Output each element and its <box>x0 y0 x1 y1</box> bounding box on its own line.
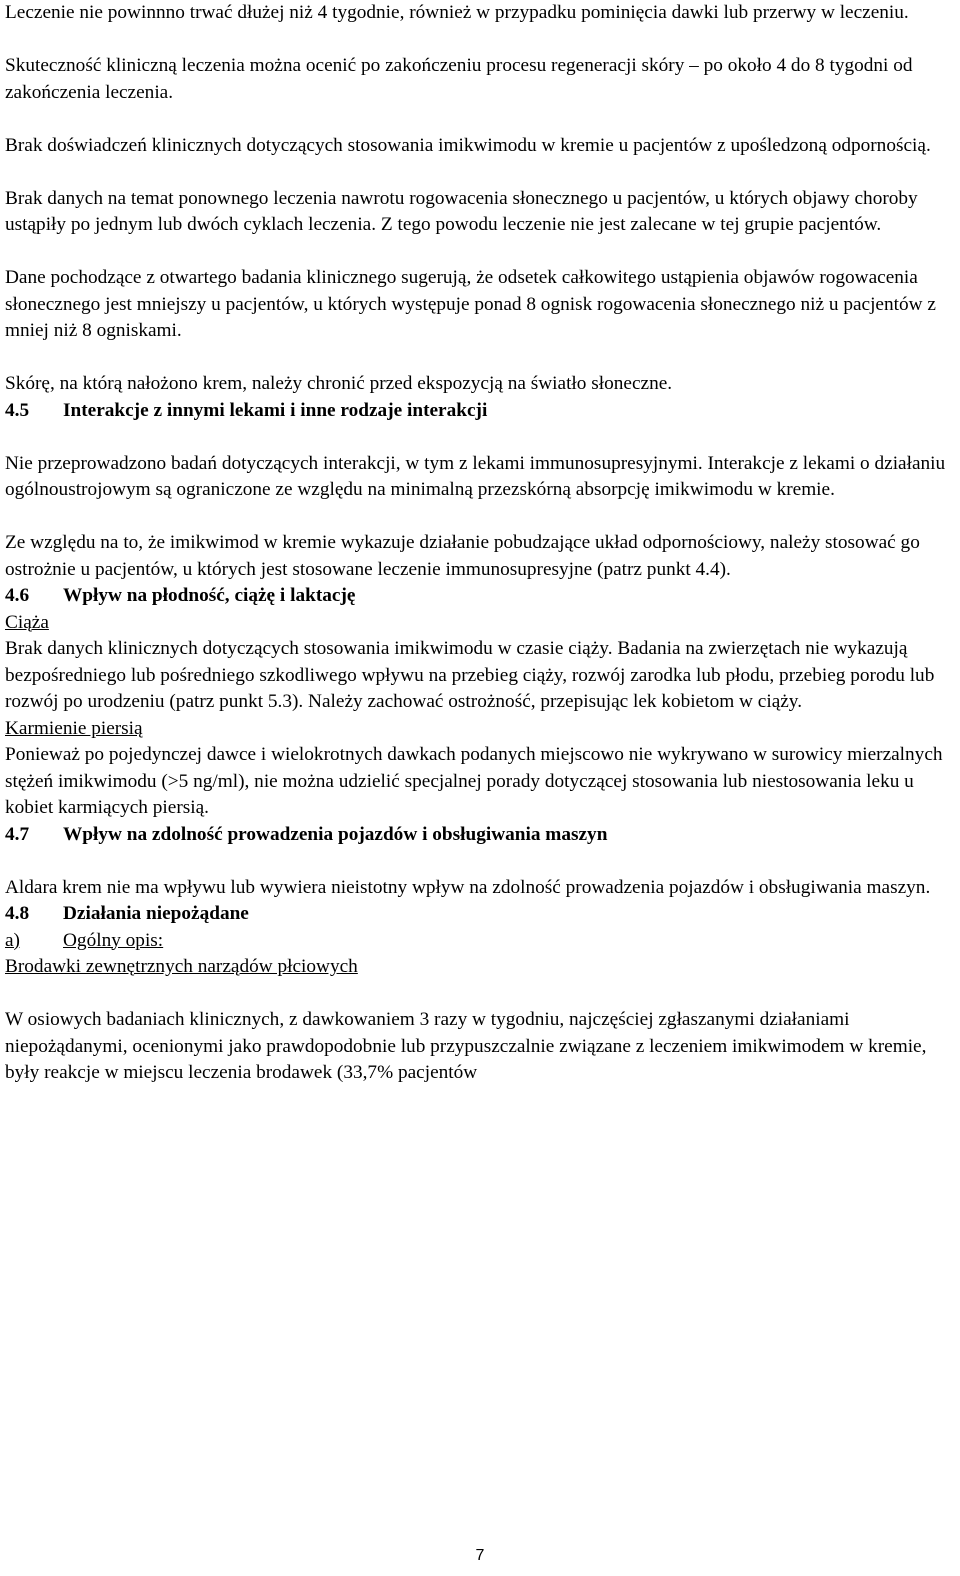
section-number: 4.7 <box>5 823 30 845</box>
paragraph-interactions-2: Ze względu na to, że imikwimod w kremie wykazuje działanie pobudzające układ odpornościowy, należy stosować go ostrożnie u pacjentów, u których jest stosowane leczenie immunosupresyjne (patrz punkt 4.4). <box>5 532 920 580</box>
section-title: Interakcje z innymi lekami i inne rodzaje interakcji <box>63 399 488 421</box>
paragraph-clinical-efficacy: Skuteczność kliniczną leczenia można ocenić po zakończeniu procesu regeneracji skóry – po około 4 do 8 tygodni od zakończenia leczenia. <box>5 55 913 103</box>
paragraph-treatment-duration: Leczenie nie powinnno trwać dłużej niż 4 tygodnie, również w przypadku pominięcia dawki lub przerwy w leczeniu. <box>5 2 909 23</box>
section-heading-4-8 <box>5 901 955 928</box>
paragraph-breastfeeding: Ponieważ po pojedynczej dawce i wielokrotnych dawkach podanych miejscowo nie wykrywano w surowicy mierzalnych stężeń imikwimodu (>5 ng/ml), nie można udzielić specjalnej porady dotyczącej stosowania lub niestosowania leku u kobiet karmiących piersią. <box>5 744 943 818</box>
subheading-letter: a) <box>5 929 20 951</box>
section-title: Wpływ na zdolność prowadzenia pojazdów i obsługiwania maszyn <box>63 823 608 845</box>
paragraph-sun-protection: Skórę, na którą nałożono krem, należy chronić przed ekspozycją na światło słoneczne. <box>5 373 673 394</box>
section-title: Wpływ na płodność, ciążę i laktację <box>63 585 356 606</box>
subheading-breastfeeding: Karmienie piersią <box>5 717 143 739</box>
paragraph-driving: Aldara krem nie ma wpływu lub wywiera nieistotny wpływ na zdolność prowadzenia pojazdów i obsługiwania maszyn. <box>5 876 931 898</box>
subheading-text: Ogólny opis: <box>63 929 164 951</box>
paragraph-retreatment: Brak danych na temat ponownego leczenia nawrotu rogowacenia słonecznego u pacjentów, u których objawy choroby ustąpiły po jednym lub dwóch cyklach leczenia. Z tego powodu leczenie nie jest zalecane w tej grupie pacjentów. <box>5 187 918 235</box>
section-title: Działania niepożądane <box>63 903 249 924</box>
subheading-pregnancy: Ciąża <box>5 611 49 633</box>
section-heading-4-7 <box>5 822 955 849</box>
section-number: 4.5 <box>5 399 30 421</box>
paragraph-adverse-reactions: W osiowych badaniach klinicznych, z dawkowaniem 3 razy w tygodniu, najczęściej zgłaszanymi działaniami niepożądanymi, ocenionymi jako prawdopodobnie lub przypuszczalnie związane z leczeniem imikwimodem w kremie, były reakcje w miejscu leczenia brodawek (33,7% pacjentów <box>5 1009 927 1083</box>
paragraph-interactions-1: Nie przeprowadzono badań dotyczących interakcji, w tym z lekami immunosupresyjnymi. Interakcje z lekami o działaniu ogólnoustrojowym są ograniczone ze względu na minimalną przezskórną absorpcję imikwimodu w kremie. <box>5 452 946 500</box>
subheading-genital-warts: Brodawki zewnętrznych narządów płciowych <box>5 956 358 977</box>
page-number: 7 <box>475 1547 485 1564</box>
document-page <box>5 0 955 1087</box>
section-number: 4.6 <box>5 585 30 606</box>
section-number: 4.8 <box>5 903 30 924</box>
subheading-general-description <box>5 928 955 955</box>
paragraph-open-study: Dane pochodzące z otwartego badania klinicznego sugerują, że odsetek całkowitego ustąpienia objawów rogowacenia słonecznego jest mniejszy u pacjentów, u których występuje ponad 8 ognisk rogowacenia słonecznego niż u pacjentów z mniej niż 8 ogniskami. <box>5 267 936 341</box>
section-heading-4-5 <box>5 398 955 425</box>
section-heading-4-6 <box>5 583 955 610</box>
paragraph-immunocompromised: Brak doświadczeń klinicznych dotyczących stosowania imikwimodu w kremie u pacjentów z upośledzoną odpornością. <box>5 134 931 156</box>
paragraph-pregnancy: Brak danych klinicznych dotyczących stosowania imikwimodu w czasie ciąży. Badania na zwierzętach nie wykazują bezpośredniego lub pośredniego szkodliwego wpływu na przebieg ciąży, rozwój zarodka lub płodu, przebieg porodu lub rozwój po urodzeniu (patrz punkt 5.3). Należy zachować ostrożność, przepisując lek kobietom w ciąży. <box>5 638 935 712</box>
